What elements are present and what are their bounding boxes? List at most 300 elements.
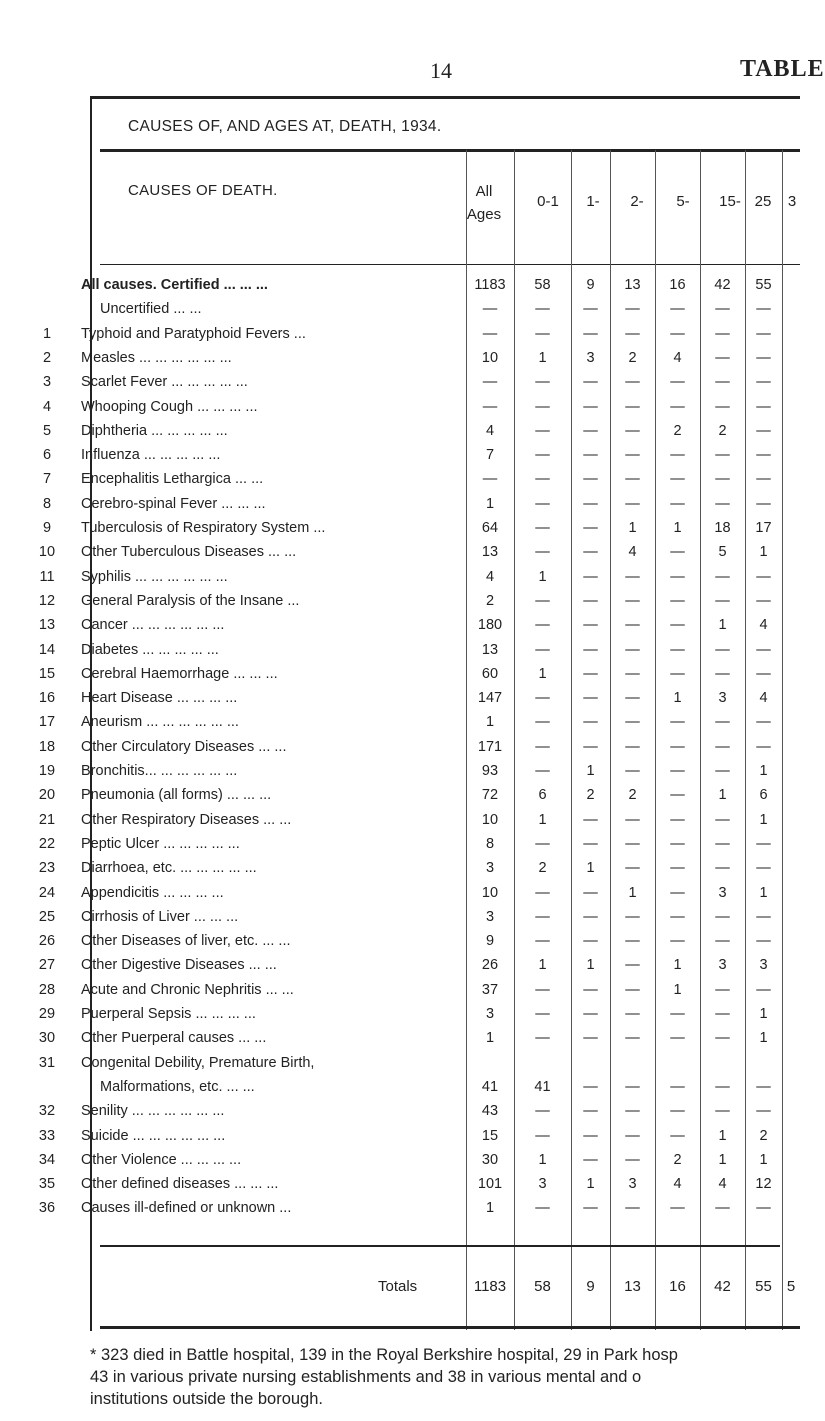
row-value: — [715,1030,730,1047]
totals-rule [100,1245,780,1247]
row-value: — [535,738,550,755]
row-value: — [670,398,685,415]
row-number: 22 [38,835,56,852]
row-value: — [535,544,550,561]
row-value: 1 [718,1151,727,1168]
cause-label: Uncertified ... ... [100,301,202,318]
row-number: 17 [38,714,56,731]
row-value: 5 [718,544,727,561]
row-value: — [625,1127,640,1144]
cause-label: Other Digestive Diseases ... ... [81,957,277,974]
row-value: — [670,933,685,950]
row-value: 42 [714,277,731,293]
row-number: 24 [38,884,56,901]
header-col-2: 2- [630,193,644,210]
row-value: — [583,1103,598,1120]
row-value: 1 [538,957,547,974]
row-value: — [715,301,730,318]
row-number: 14 [38,641,56,658]
row-value: 1 [538,568,547,585]
table-row [0,274,800,296]
cause-label: Typhoid and Paratyphoid Fevers ... [81,325,306,342]
row-value: 2 [485,592,495,609]
row-value: — [535,714,550,731]
row-value: — [670,544,685,561]
table-row [0,906,800,928]
row-value: 1 [485,1030,495,1047]
row-value: — [583,981,598,998]
table-row [0,930,800,952]
row-value: — [625,471,640,488]
row-value: — [715,738,730,755]
row-value: — [583,690,598,707]
row-value: — [756,641,771,658]
table-row [0,1149,800,1171]
row-value: — [670,1030,685,1047]
row-value: — [670,641,685,658]
row-value: — [715,1103,730,1120]
row-number: 4 [42,398,52,415]
row-value: — [756,568,771,585]
row-value: 1 [759,884,768,901]
total-1: 9 [586,1278,595,1295]
table-row [0,1197,800,1219]
row-value: — [583,325,598,342]
row-value: — [670,1200,685,1217]
row-number: 7 [42,471,52,488]
row-number: 2 [42,349,52,366]
row-value: 26 [481,957,499,974]
row-value: — [583,592,598,609]
cause-label: Measles ... ... ... ... ... ... [81,349,232,366]
row-value: 10 [481,811,499,828]
row-value: 1183 [474,277,506,293]
total-2: 13 [624,1278,641,1295]
row-number: 34 [38,1151,56,1168]
cause-label: Congenital Debility, Premature Birth, [81,1054,315,1071]
row-value: — [756,374,771,391]
row-value: — [482,325,498,342]
row-value: — [625,592,640,609]
row-number: 10 [38,544,56,561]
table-row [0,954,800,976]
row-value: — [625,447,640,464]
row-value: — [482,301,498,318]
cause-label: Diphtheria ... ... ... ... ... [81,422,228,439]
total-0-1: 58 [534,1278,551,1295]
row-value: — [625,811,640,828]
row-value: — [715,592,730,609]
row-value: — [583,374,598,391]
table-row [0,857,800,879]
row-value: — [670,811,685,828]
row-value: — [625,860,640,877]
row-value: — [535,981,550,998]
row-value: 1 [673,981,682,998]
row-value: — [535,398,550,415]
row-number: 19 [38,763,56,779]
row-value: — [535,447,550,464]
row-value: — [535,835,550,852]
row-value: 1 [538,665,547,682]
row-value: — [715,568,730,585]
row-value: 41 [481,1078,499,1095]
table-row [0,298,800,320]
row-value: — [583,568,598,585]
row-value: 1 [759,544,768,561]
row-value: — [756,665,771,682]
row-value: 1 [586,1176,595,1193]
row-value: — [670,325,685,342]
row-number: 32 [38,1103,56,1120]
header-col-1: 1- [586,193,600,210]
row-value: 1 [538,349,547,366]
row-value: 16 [669,277,686,293]
top-rule [90,96,800,99]
row-value: — [625,1030,640,1047]
row-value: 8 [485,835,495,852]
row-value: 43 [481,1103,499,1120]
row-value: — [715,665,730,682]
row-number: 31 [38,1054,56,1071]
row-value: — [535,374,550,391]
table-row [0,590,800,612]
row-value: — [583,884,598,901]
row-value: — [756,592,771,609]
row-value: 3 [538,1176,547,1193]
cause-label: Cirrhosis of Liver ... ... ... [81,908,239,925]
cause-label: Aneurism ... ... ... ... ... ... [81,714,239,731]
table-row [0,1003,800,1025]
row-value: 4 [718,1176,727,1193]
row-value: — [756,495,771,512]
cause-label: Syphilis ... ... ... ... ... ... [81,568,228,585]
row-number: 33 [38,1127,56,1144]
row-value: 1 [759,811,768,828]
row-value: — [535,690,550,707]
table-row [0,1027,800,1049]
row-number: 5 [42,422,52,439]
row-value: 60 [481,665,499,682]
row-value: — [715,835,730,852]
row-value: — [670,374,685,391]
row-value: — [535,592,550,609]
cause-label: General Paralysis of the Insane ... [81,592,300,609]
row-value: — [583,398,598,415]
row-value: — [625,835,640,852]
row-value: — [535,1200,550,1217]
table-row [0,371,800,393]
row-value: 3 [718,957,727,974]
row-value: 1 [628,520,637,536]
cause-label: Influenza ... ... ... ... ... [81,447,221,464]
row-value: — [670,665,685,682]
row-value: 3 [718,690,727,707]
row-value: 9 [485,933,495,950]
row-value: — [625,1200,640,1217]
footnote [90,1344,800,1410]
row-value: — [625,617,640,634]
row-value: 2 [628,787,637,804]
row-value: 1 [759,1006,768,1022]
header-col-0-1: 0-1 [537,193,559,210]
row-value: — [625,763,640,779]
totals-label: Totals [378,1278,418,1295]
row-value: 4 [759,617,768,634]
row-value: 93 [481,763,499,779]
row-value: 1 [628,884,637,901]
row-value: — [535,325,550,342]
footnote-line: 43 in various private nursing establishments and 38 in various mental and o [90,1368,642,1386]
cause-label: Cancer ... ... ... ... ... ... [81,617,225,634]
row-value: 6 [759,787,768,804]
row-value: — [535,763,550,779]
row-value: 180 [477,617,503,634]
table-row [0,711,800,733]
row-value: — [715,1200,730,1217]
row-value: — [670,787,685,804]
cause-label: Encephalitis Lethargica ... ... [81,471,264,488]
row-value: — [583,811,598,828]
table-row [0,541,800,563]
row-value: — [715,325,730,342]
cause-label: Pneumonia (all forms) ... ... ... [81,787,272,804]
row-value: 72 [481,787,499,804]
row-value: — [583,1078,598,1095]
row-value: — [670,835,685,852]
row-value: 13 [481,641,499,658]
row-value: — [670,884,685,901]
row-value: 2 [538,860,547,877]
row-value: — [756,325,771,342]
row-value: — [670,1078,685,1095]
row-value: — [583,908,598,925]
row-value: 30 [481,1151,499,1168]
row-value: 3 [485,908,495,925]
row-value: — [625,908,640,925]
row-value: 1 [673,957,682,974]
header-col-35: 3 [787,193,797,210]
row-value: — [715,349,730,366]
row-value: — [625,738,640,755]
row-value: — [670,908,685,925]
row-value: 10 [481,349,499,366]
row-value: — [756,398,771,415]
row-value: 13 [481,544,499,561]
cause-label: Other Violence ... ... ... ... [81,1151,242,1168]
row-value: 64 [481,520,499,536]
cause-label: Other Diseases of liver, etc. ... ... [81,933,291,950]
row-value: — [535,301,550,318]
row-value: — [670,738,685,755]
row-number: 1 [42,325,52,342]
table-row [0,347,800,369]
row-value: — [625,641,640,658]
table-row [0,566,800,588]
row-value: 3 [485,1006,495,1022]
row-value: — [625,568,640,585]
row-value: — [715,398,730,415]
table-row [0,687,800,709]
row-value: — [715,471,730,488]
row-value: — [715,811,730,828]
table-row [0,614,800,636]
row-value: — [715,933,730,950]
row-number: 8 [42,495,52,512]
row-value: — [583,447,598,464]
row-value: — [583,544,598,561]
table-row [0,1052,800,1074]
row-value: 1 [759,1151,768,1168]
row-value: — [756,1200,771,1217]
row-value: — [625,1006,640,1022]
table-row [0,444,800,466]
row-number: 26 [38,933,56,950]
row-value: — [756,422,771,439]
row-value: 55 [755,277,772,293]
cause-label: Acute and Chronic Nephritis ... ... [81,981,294,998]
row-value: — [715,495,730,512]
row-value: — [583,471,598,488]
cause-label: Diabetes ... ... ... ... ... [81,641,219,658]
table-row [0,1125,800,1147]
table-row [0,396,800,418]
row-value: — [535,641,550,658]
cause-label: Other Circulatory Diseases ... ... [81,738,287,755]
cause-label: Other Tuberculous Diseases ... ... [81,544,297,561]
total-25: 55 [755,1278,772,1295]
table-row [0,784,800,806]
row-value: 15 [481,1127,499,1144]
row-value: — [670,471,685,488]
row-value: 147 [477,690,503,707]
header-all-ages [462,180,506,226]
title-rule [100,149,800,152]
row-value: — [625,1151,640,1168]
row-value: 9 [586,277,595,293]
cause-label: Appendicitis ... ... ... ... [81,884,224,901]
row-value: — [715,1078,730,1095]
row-value: 3 [586,349,595,366]
row-value: — [756,1078,771,1095]
row-value: — [756,301,771,318]
row-value: 3 [718,884,727,901]
row-value: — [583,1151,598,1168]
row-value: 4 [759,690,768,707]
row-value: 2 [759,1127,768,1144]
row-value: 1 [673,690,682,707]
row-value: — [756,1103,771,1120]
row-value: — [583,422,598,439]
cause-label: Suicide ... ... ... ... ... ... [81,1127,226,1144]
row-value: — [670,1103,685,1120]
row-value: 2 [586,787,595,804]
row-value: 1 [759,763,768,779]
row-value: — [625,495,640,512]
table-row [0,493,800,515]
row-value: — [583,1127,598,1144]
row-value: 3 [759,957,768,974]
row-value: — [756,447,771,464]
row-value: — [670,1127,685,1144]
cause-label: Heart Disease ... ... ... ... [81,690,238,707]
row-value: — [756,860,771,877]
cause-label: Peptic Ulcer ... ... ... ... ... [81,835,240,852]
row-value: — [756,933,771,950]
row-value: — [715,641,730,658]
row-value: 4 [485,422,495,439]
row-value: 3 [628,1176,637,1193]
row-value: 2 [718,422,727,439]
table-row [0,1173,800,1195]
table-row [0,760,800,782]
row-value: 1 [586,860,595,877]
row-value: — [625,301,640,318]
bottom-rule [100,1326,800,1329]
table-row [0,1076,800,1098]
row-number: 3 [42,374,52,391]
row-value: — [670,568,685,585]
row-number: 35 [38,1176,56,1193]
row-value: — [583,1006,598,1022]
row-value: 1 [718,617,727,634]
row-value: 10 [481,884,499,901]
row-number: 18 [38,738,56,755]
row-value: — [583,641,598,658]
row-value: — [535,1006,550,1022]
table-row [0,833,800,855]
row-value: 17 [755,520,772,536]
page-number: 14 [430,58,452,83]
table-row [0,420,800,442]
cause-label: Puerperal Sepsis ... ... ... ... [81,1006,256,1022]
row-value: — [715,714,730,731]
row-value: — [756,908,771,925]
row-value: — [756,471,771,488]
table-row [0,323,800,345]
row-value: 2 [628,349,637,366]
cause-label: Causes ill-defined or unknown ... [81,1200,292,1217]
row-value: — [583,617,598,634]
table-row [0,809,800,831]
row-value: — [535,884,550,901]
row-value: 1 [485,495,495,512]
header-col-15: 15- [719,193,741,210]
row-value: — [583,933,598,950]
table-row [0,979,800,1001]
row-value: — [625,690,640,707]
row-value: — [583,495,598,512]
cause-label: Cerebral Haemorrhage ... ... ... [81,665,278,682]
total-15: 42 [714,1278,731,1295]
row-value: — [670,495,685,512]
row-value: 1 [538,811,547,828]
row-value: — [756,714,771,731]
row-value: — [625,422,640,439]
footnote-line: institutions outside the borough. [90,1390,323,1408]
table-row [0,663,800,685]
row-value: — [625,1078,640,1095]
row-value: — [482,471,498,488]
row-value: 13 [624,277,641,293]
row-value: — [535,1103,550,1120]
cause-label: Malformations, etc. ... ... [100,1078,255,1095]
row-value: — [715,374,730,391]
row-value: — [756,349,771,366]
row-value: 2 [673,422,682,439]
row-value: — [583,665,598,682]
cause-label: Senility ... ... ... ... ... ... [81,1103,225,1120]
